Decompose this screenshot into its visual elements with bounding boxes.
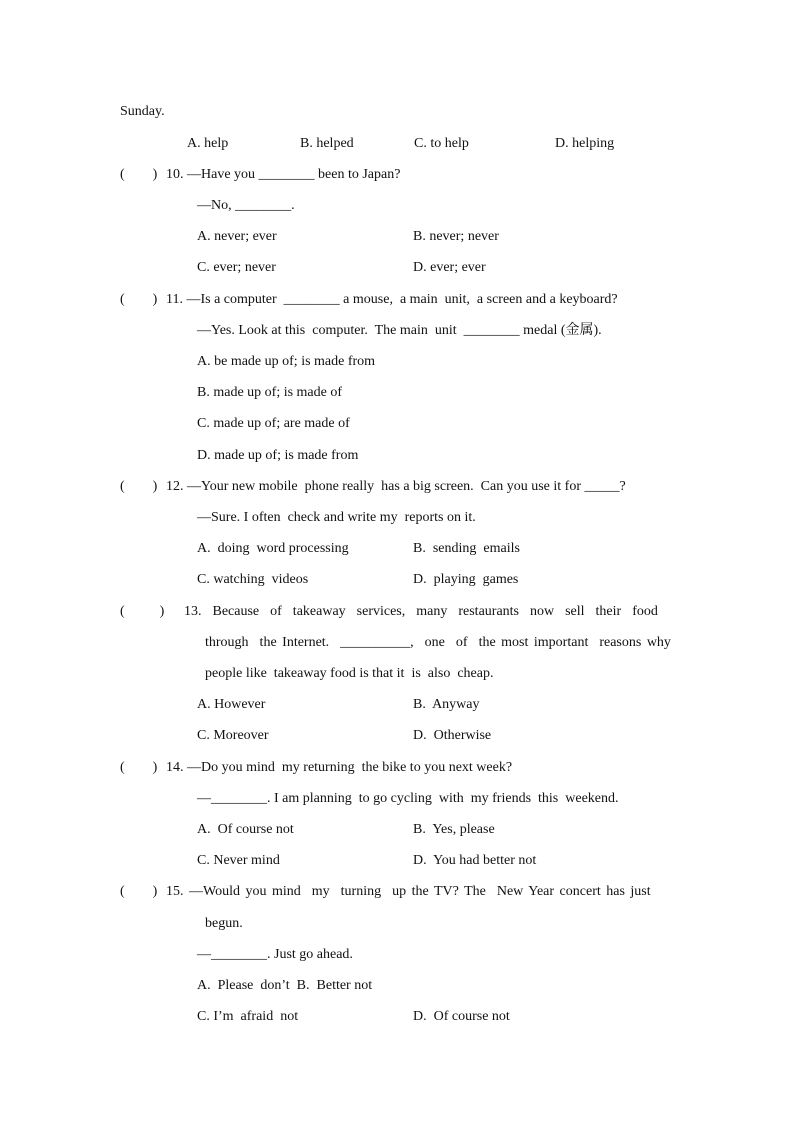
option-c: C. to help bbox=[414, 136, 469, 151]
question-stem-line-3: people like takeaway food is that it is also cheap. bbox=[205, 666, 494, 681]
option-b: B. helped bbox=[300, 136, 354, 151]
option-a: A. never; ever bbox=[197, 229, 277, 244]
answer-paren: ( ) bbox=[120, 292, 158, 307]
question-stem: 13. Because of takeaway services, many restaurants now sell their food bbox=[184, 604, 658, 619]
option-c: C. I’m afraid not bbox=[197, 1009, 299, 1024]
option-c: C. made up of; are made of bbox=[197, 416, 350, 431]
option-c: C. Moreover bbox=[197, 728, 269, 743]
option-c: C. watching videos bbox=[197, 572, 309, 587]
question-reply: —________. I am planning to go cycling with my friends this weekend. bbox=[197, 791, 619, 806]
question-stem: 14. —Do you mind my returning the bike to you next week? bbox=[166, 760, 513, 775]
option-d: D. Of course not bbox=[413, 1009, 510, 1024]
question-stem: 15. —Would you mind my turning up the TV? The New Year concert has just bbox=[166, 884, 651, 899]
option-a: A. help bbox=[187, 136, 229, 151]
option-d: D. You had better not bbox=[413, 853, 537, 868]
answer-paren: ( ) bbox=[120, 604, 165, 619]
question-stem-line-2: begun. bbox=[205, 916, 243, 931]
option-b: B. sending emails bbox=[413, 541, 520, 556]
option-b: B. made up of; is made of bbox=[197, 385, 343, 400]
question-reply: —Yes. Look at this computer. The main unit ________ medal (金属). bbox=[197, 323, 602, 338]
question-stem: 10. —Have you ________ been to Japan? bbox=[166, 167, 401, 182]
question-reply: —No, ________. bbox=[197, 198, 295, 213]
option-b: B. never; never bbox=[413, 229, 499, 244]
answer-paren: ( ) bbox=[120, 884, 158, 899]
question-stem: 12. —Your new mobile phone really has a big screen. Can you use it for _____? bbox=[166, 479, 626, 494]
option-d: D. helping bbox=[555, 136, 615, 151]
option-a: A. However bbox=[197, 697, 266, 712]
option-a: A. be made up of; is made from bbox=[197, 354, 376, 369]
answer-paren: ( ) bbox=[120, 479, 158, 494]
option-a: A. doing word processing bbox=[197, 541, 349, 556]
option-c: C. Never mind bbox=[197, 853, 280, 868]
question-stem: 11. —Is a computer ________ a mouse, a main unit, a screen and a keyboard? bbox=[166, 292, 618, 307]
option-b: B. Yes, please bbox=[413, 822, 495, 837]
option-a: A. Of course not bbox=[197, 822, 294, 837]
option-d: D. Otherwise bbox=[413, 728, 492, 743]
question-stem-line-2: through the Internet. __________, one of the most important reasons why bbox=[205, 635, 671, 650]
option-d: D. made up of; is made from bbox=[197, 448, 359, 463]
answer-paren: ( ) bbox=[120, 167, 158, 182]
option-b: B. Anyway bbox=[413, 697, 480, 712]
answer-paren: ( ) bbox=[120, 760, 158, 775]
question-reply: —________. Just go ahead. bbox=[197, 947, 353, 962]
prev-question-tail: Sunday. bbox=[120, 104, 165, 119]
option-a-b: A. Please don’t B. Better not bbox=[197, 978, 373, 993]
option-c: C. ever; never bbox=[197, 260, 276, 275]
option-d: D. ever; ever bbox=[413, 260, 486, 275]
option-d: D. playing games bbox=[413, 572, 519, 587]
question-reply: —Sure. I often check and write my reports on it. bbox=[197, 510, 476, 525]
